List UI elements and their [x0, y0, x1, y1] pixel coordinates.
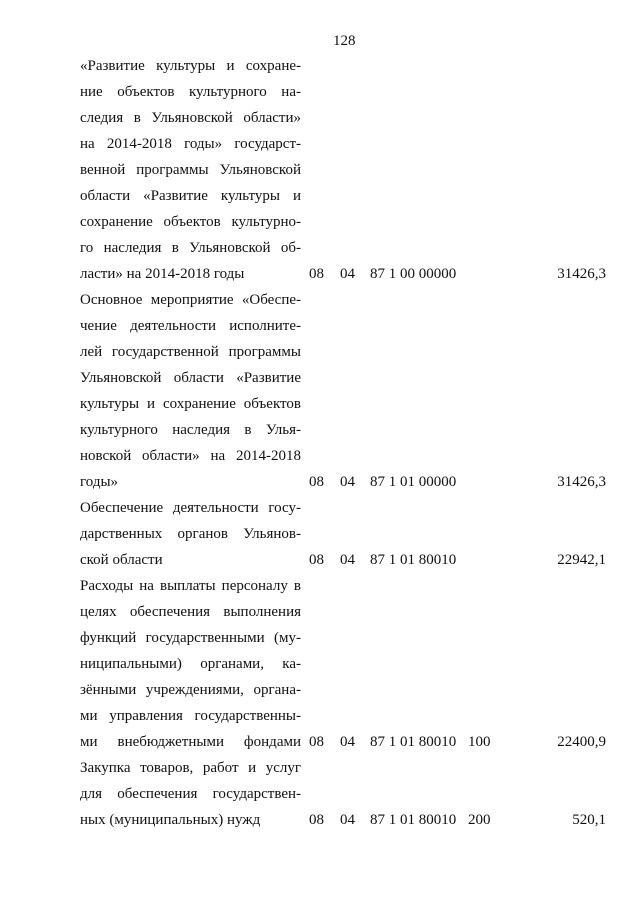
row-description — [80, 287, 301, 495]
expense-type-code: 100 — [468, 734, 491, 750]
row-text-line: целях обеспечения выполнения — [80, 604, 301, 620]
amount-value: 520,1 — [572, 812, 606, 828]
target-article-code: 87 1 01 00000 — [370, 474, 457, 490]
target-article-code: 87 1 01 80010 — [370, 812, 457, 828]
row-text-line: ми управления государственны- — [80, 708, 301, 724]
row-text-line: Закупка товаров, работ и услуг — [80, 760, 301, 776]
subsection-code: 04 — [340, 812, 355, 828]
row-text-line: на 2014-2018 годы» государст- — [80, 136, 301, 152]
row-text-line: Основное мероприятие «Обеспе- — [80, 292, 301, 308]
row-text-line: для обеспечения государствен- — [80, 786, 301, 802]
row-text-line: «Развитие культуры и сохране- — [80, 58, 301, 74]
row-text-line: Ульяновской области «Развитие — [80, 370, 301, 386]
table-row — [80, 53, 606, 287]
subsection-code: 04 — [340, 474, 355, 490]
row-text-line: области «Развитие культуры и — [80, 188, 301, 204]
row-text-line: ние объектов культурного на- — [80, 84, 301, 100]
row-text-line: ми внебюджетными фондами — [80, 734, 301, 750]
amount-value: 22400,9 — [557, 734, 606, 750]
row-description — [80, 495, 301, 573]
table-row — [80, 287, 606, 495]
section-code: 08 — [309, 552, 324, 568]
budget-table — [80, 53, 606, 833]
target-article-code: 87 1 01 80010 — [370, 734, 457, 750]
table-row — [80, 755, 606, 833]
row-text-line: сохранение объектов культурно- — [80, 214, 301, 230]
row-text-line: Расходы на выплаты персоналу в — [80, 578, 301, 594]
table-row — [80, 495, 606, 573]
amount-value: 22942,1 — [557, 552, 606, 568]
row-text-line: культуры и сохранение объектов — [80, 396, 301, 412]
row-text-line: ниципальными) органами, ка- — [80, 656, 301, 672]
section-code: 08 — [309, 266, 324, 282]
row-description — [80, 755, 301, 833]
row-text-line: ласти» на 2014-2018 годы — [80, 266, 245, 282]
page-number: 128 — [333, 33, 356, 49]
row-text-line: следия в Ульяновской области» — [80, 110, 301, 126]
row-text-line: культурного наследия в Улья- — [80, 422, 301, 438]
target-article-code: 87 1 01 80010 — [370, 552, 457, 568]
expense-type-code — [468, 261, 508, 287]
row-text-line: чение деятельности исполните- — [80, 318, 301, 334]
row-text-line: дарственных органов Ульянов- — [80, 526, 301, 542]
row-text-line: ской области — [80, 552, 163, 568]
expense-type-code: 200 — [468, 812, 491, 828]
row-text-line: новской области» на 2014-2018 — [80, 448, 301, 464]
section-code: 08 — [309, 734, 324, 750]
amount-value: 31426,3 — [557, 474, 606, 490]
row-text-line: зёнными учреждениями, органа- — [80, 682, 301, 698]
row-text-line: функций государственными (му- — [80, 630, 301, 646]
row-text-line: го наследия в Ульяновской об- — [80, 240, 301, 256]
target-article-code: 87 1 00 00000 — [370, 266, 457, 282]
row-description — [80, 53, 301, 287]
expense-type-code — [468, 547, 508, 573]
subsection-code: 04 — [340, 734, 355, 750]
row-text-line: Обеспечение деятельности госу- — [80, 500, 301, 516]
row-text-line: ных (муниципальных) нужд — [80, 812, 261, 828]
subsection-code: 04 — [340, 552, 355, 568]
row-text-line: венной программы Ульяновской — [80, 162, 301, 178]
section-code: 08 — [309, 474, 324, 490]
row-text-line: лей государственной программы — [80, 344, 301, 360]
expense-type-code — [468, 469, 508, 495]
table-row — [80, 573, 606, 755]
row-description — [80, 573, 301, 755]
amount-value: 31426,3 — [557, 266, 606, 282]
section-code: 08 — [309, 812, 324, 828]
row-text-line: годы» — [80, 474, 119, 490]
subsection-code: 04 — [340, 266, 355, 282]
